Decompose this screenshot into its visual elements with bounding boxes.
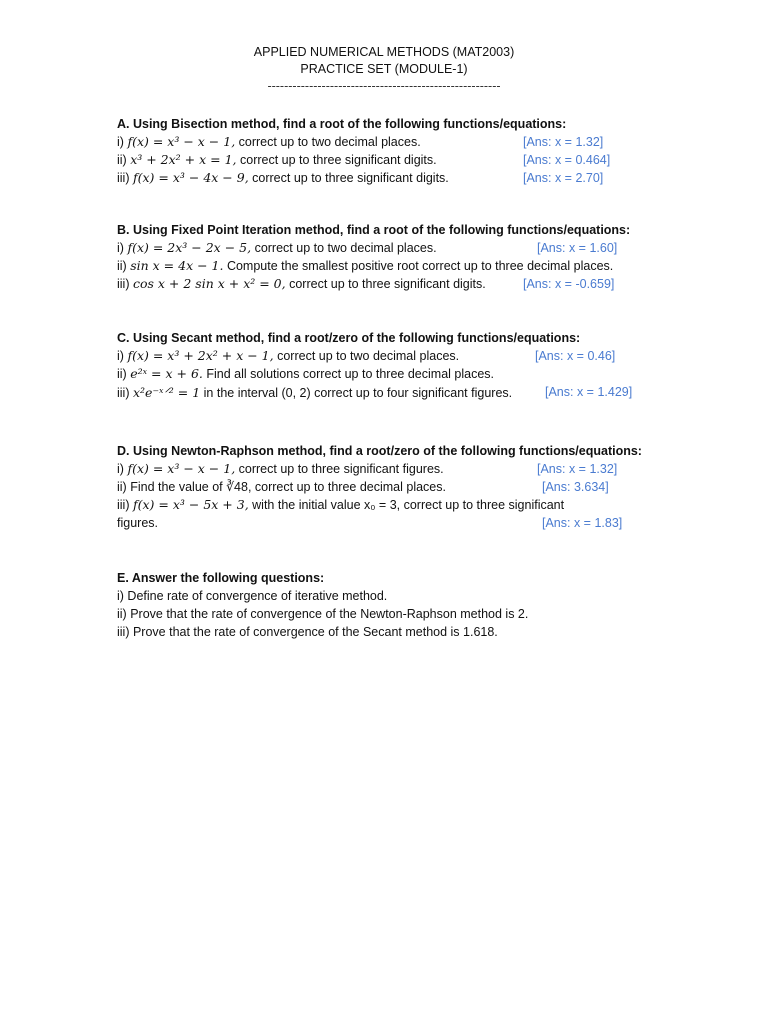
section-title: A. Using Bisection method, find a root of the following functions/equations:: [117, 117, 567, 131]
question-text: correct up to three significant digits.: [240, 153, 437, 167]
answer: [Ans: x = 1.83]: [542, 516, 623, 530]
section-e: [117, 569, 717, 641]
answer: [Ans: x = 1.32]: [537, 462, 618, 476]
item-label: i): [117, 349, 124, 363]
doc-subtitle: PRACTICE SET (MODULE-1): [300, 62, 468, 76]
question-row: [117, 239, 717, 257]
question-row: [117, 347, 717, 365]
question-row: [117, 169, 717, 187]
section-title: B. Using Fixed Point Iteration method, find a root of the following functions/equations:: [117, 223, 631, 237]
section-title: E. Answer the following questions:: [117, 571, 325, 585]
question-row: [117, 460, 717, 478]
question-text: Compute the smallest positive root correct up to three decimal places.: [226, 259, 614, 273]
question-row-continuation: [117, 514, 717, 532]
item-label: ii): [117, 259, 127, 273]
question-row: [117, 257, 717, 275]
header: [0, 44, 768, 95]
item-label: iii): [117, 498, 130, 512]
question-row: i) Define rate of convergence of iterative method.: [117, 589, 388, 603]
continuation-text: figures.: [117, 516, 158, 530]
question-text: correct up to two decimal places.: [238, 135, 421, 149]
doc-title: APPLIED NUMERICAL METHODS (MAT2003): [253, 45, 515, 59]
item-label: i): [117, 135, 124, 149]
question-row: iii) Prove that the rate of convergence of the Secant method is 1.618.: [117, 625, 498, 639]
question-text: correct up to three significant figures.: [238, 462, 444, 476]
item-label: i): [117, 241, 124, 255]
question-text: Find the value of ∛48, correct up to three decimal places.: [130, 480, 446, 494]
question-text: correct up to two decimal places.: [277, 349, 460, 363]
question-row: [117, 383, 717, 402]
equation: e²ˣ = x + 6.: [130, 366, 203, 381]
answer: [Ans: x = -0.659]: [523, 277, 615, 291]
question-row: [117, 365, 717, 383]
question-row: ii) Prove that the rate of convergence of the Newton-Raphson method is 2.: [117, 607, 529, 621]
answer: [Ans: 3.634]: [542, 480, 609, 494]
answer: [Ans: x = 1.32]: [523, 135, 604, 149]
equation: x³ + 2x² + x = 1,: [130, 152, 237, 167]
question-text: correct up to three significant digits.: [252, 171, 449, 185]
equation: cos x + 2 sin x + x² = 0,: [132, 276, 286, 291]
question-row: [117, 151, 717, 169]
question-text: with the initial value x₀ = 3, correct up to three significant: [252, 498, 565, 512]
item-label: ii): [117, 480, 127, 494]
answer: [Ans: x = 2.70]: [523, 171, 604, 185]
equation: f(x) = x³ − x − 1,: [127, 134, 236, 149]
item-label: i): [117, 462, 124, 476]
equation: f(x) = x³ + 2x² + x − 1,: [127, 348, 274, 363]
equation: f(x) = x³ − x − 1,: [127, 461, 236, 476]
question-text: correct up to three significant digits.: [289, 277, 486, 291]
question-row: [117, 496, 717, 514]
divider: --------------------------------------------------------: [267, 79, 501, 93]
equation: f(x) = 2x³ − 2x − 5,: [127, 240, 252, 255]
item-label: iii): [117, 277, 130, 291]
answer: [Ans: x = 0.46]: [535, 349, 616, 363]
question-row: [117, 133, 717, 151]
equation: sin x = 4x − 1.: [130, 258, 224, 273]
question-row: [117, 478, 717, 496]
question-text: correct up to two decimal places.: [254, 241, 437, 255]
answer: [Ans: x = 1.429]: [545, 385, 633, 399]
item-label: iii): [117, 171, 130, 185]
item-label: ii): [117, 153, 127, 167]
section-b: [117, 221, 717, 293]
section-a: [117, 115, 717, 187]
item-label: iii): [117, 386, 130, 400]
question-text: Find all solutions correct up to three decimal places.: [206, 367, 494, 381]
equation: f(x) = x³ − 4x − 9,: [132, 170, 249, 185]
section-title: C. Using Secant method, find a root/zero of the following functions/equations:: [117, 331, 581, 345]
item-label: ii): [117, 367, 127, 381]
answer: [Ans: x = 1.60]: [537, 241, 618, 255]
equation: x²e⁻ˣᐟ² = 1: [132, 385, 201, 400]
equation: f(x) = x³ − 5x + 3,: [132, 497, 249, 512]
section-c: [117, 329, 717, 402]
section-d: [117, 442, 717, 532]
question-row: [117, 275, 717, 293]
section-title: D. Using Newton-Raphson method, find a root/zero of the following functions/equations:: [117, 444, 642, 458]
question-text: in the interval (0, 2) correct up to four significant figures.: [203, 386, 513, 400]
answer: [Ans: x = 0.464]: [523, 153, 611, 167]
